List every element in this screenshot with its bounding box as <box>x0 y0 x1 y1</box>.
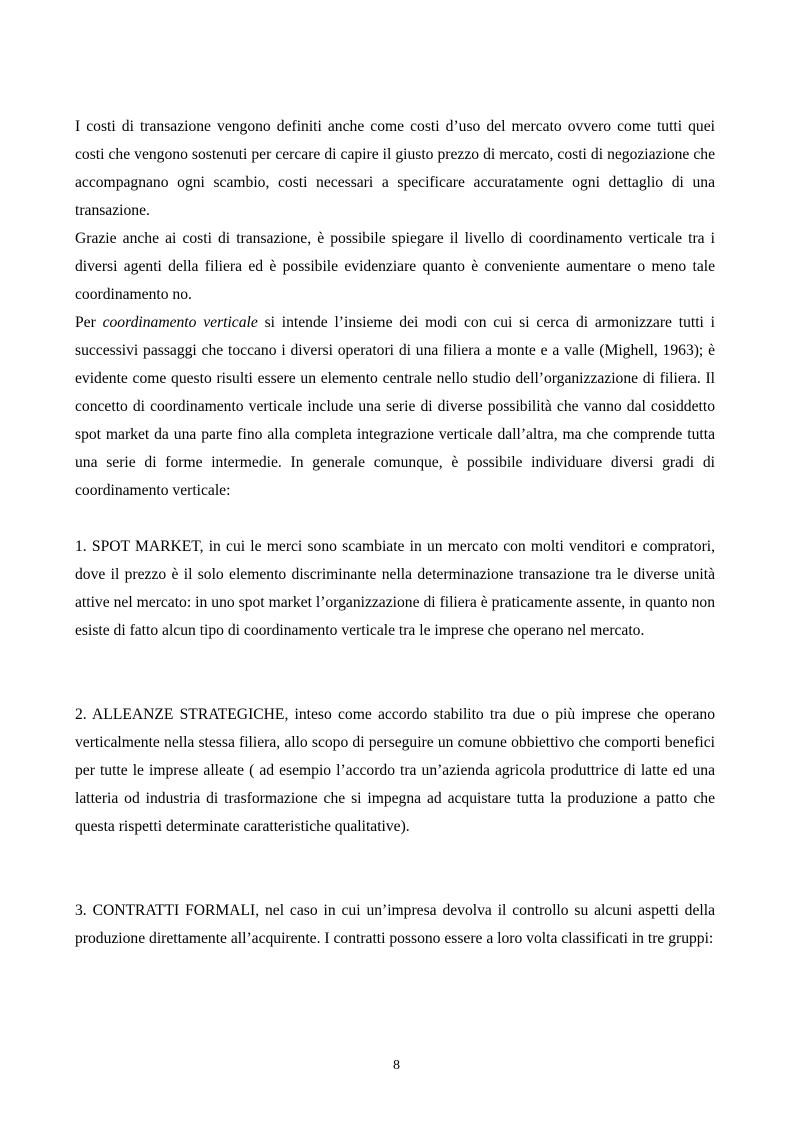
italic-term: coordinamento verticale <box>102 314 258 331</box>
paragraph-vertical-coordination-definition <box>75 309 715 505</box>
spacer <box>75 505 715 533</box>
spacer <box>75 645 715 701</box>
paragraph-rest: si intende l’insieme dei modi con cui si cerca di armonizzare tutti i successivi passaggi che toccano i diversi operatori di una filiera a monte e a valle (Mighell, 1963); è evidente come questo risulti essere un elemento centrale nello studio dell’organizzazione di filiera. Il concetto di coordinamento verticale include una serie di diverse possibilità che vanno dal cosiddetto spot market da una parte fino alla completa integrazione verticale dall’altra, ma che comprende tutta una serie di forme intermedie. In generale comunque, è possibile individuare diversi gradi di coordinamento verticale: <box>75 314 716 499</box>
page-body <box>75 113 715 953</box>
paragraph-vertical-coordination-level: Grazie anche ai costi di transazione, è possibile spiegare il livello di coordinamento verticale tra i diversi agenti della filiera ed è possibile evidenziare quanto è conveniente aumentare o meno tale coordinamento no. <box>75 230 715 303</box>
paragraph-transaction-costs: I costi di transazione vengono definiti anche come costi d’uso del mercato ovvero come tutti quei costi che vengono sostenuti per cercare di capire il giusto prezzo di mercato, costi di negoziazione che accompagnano ogni scambio, costi necessari a specificare accuratamente ogni dettaglio di una transazione. <box>75 118 715 219</box>
paragraph-prefix: Per <box>75 314 103 331</box>
list-item-formal-contracts: 3. CONTRATTI FORMALI, nel caso in cui un’impresa devolva il controllo su alcuni aspetti della produzione direttamente all’acquirente. I contratti possono essere a loro volta classificati in tre gruppi: <box>75 902 715 947</box>
list-item-spot-market: 1. SPOT MARKET, in cui le merci sono scambiate in un mercato con molti venditori e compratori, dove il prezzo è il solo elemento discriminante nella determinazione transazione tra le diverse unità attive nel mercato: in uno spot market l’organizzazione di filiera è praticamente assente, in quanto non esiste di fatto alcun tipo di coordinamento verticale tra le imprese che operano nel mercato. <box>75 538 715 639</box>
page-number: 8 <box>393 1058 400 1073</box>
list-item-strategic-alliances: 2. ALLEANZE STRATEGICHE, inteso come accordo stabilito tra due o più imprese che operano verticalmente nella stessa filiera, allo scopo di perseguire un comune obbiettivo che comporti benefici per tutte le imprese alleate ( ad esempio l’accordo tra un’azienda agricola produttrice di latte ed una latteria od industria di trasformazione che si impegna ad acquistare tutta la produzione a patto che questa rispetti determinate caratteristiche qualitative). <box>75 706 715 835</box>
spacer <box>75 841 715 897</box>
